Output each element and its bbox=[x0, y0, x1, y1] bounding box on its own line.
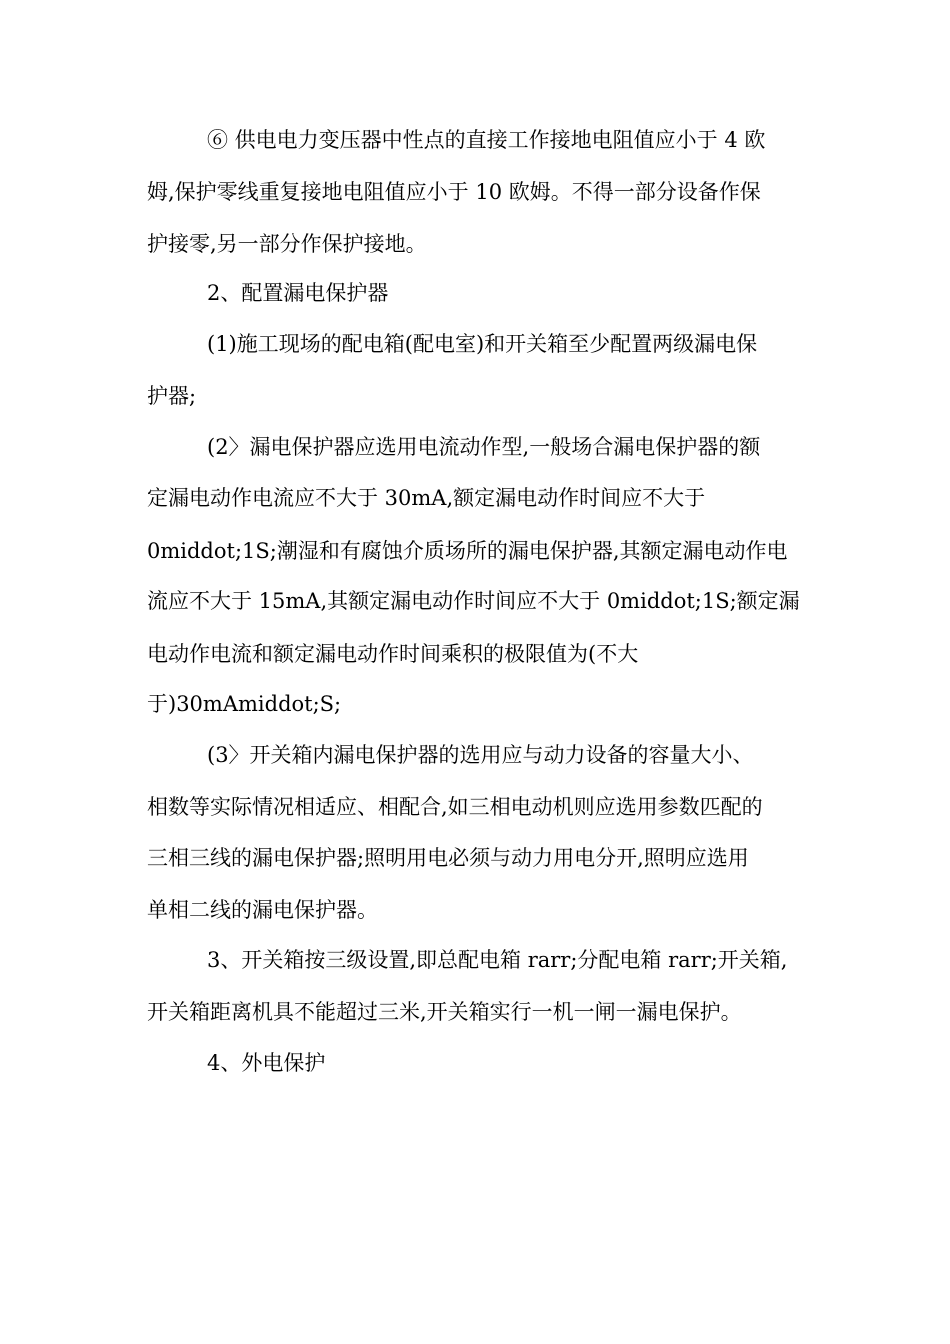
text-line: 单相二线的漏电保护器。 bbox=[147, 898, 378, 922]
text-line: 流应不大于 15mA,其额定漏电动作时间应不大于 0middot;1S;额定漏 bbox=[147, 589, 800, 613]
text-line: 于)30mAmiddot;S; bbox=[147, 692, 342, 716]
text-line: 电动作电流和额定漏电动作时间乘积的极限值为(不大 bbox=[147, 642, 639, 666]
text-line: (2〉漏电保护器应选用电流动作型,一般场合漏电保护器的额 bbox=[207, 435, 761, 459]
text-line: 护接零,另一部分作保护接地。 bbox=[147, 232, 427, 256]
text-line: ⑥ 供电电力变压器中性点的直接工作接地电阻值应小于 4 欧 bbox=[207, 128, 766, 152]
text-line: 三相三线的漏电保护器;照明用电必须与动力用电分开,照明应选用 bbox=[147, 846, 749, 870]
text-line: 姆,保护零线重复接地电阻值应小于 10 欧姆。不得一部分设备作保 bbox=[147, 180, 761, 204]
text-line: 相数等实际情况相适应、相配合,如三相电动机则应选用参数匹配的 bbox=[147, 795, 763, 819]
section-heading: 2、配置漏电保护器 bbox=[207, 281, 389, 305]
text-line: 开关箱距离机具不能超过三米,开关箱实行一机一闸一漏电保护。 bbox=[147, 1000, 742, 1024]
text-line: 定漏电动作电流应不大于 30mA,额定漏电动作时间应不大于 bbox=[147, 486, 706, 510]
text-line: 3、开关箱按三级设置,即总配电箱 rarr;分配电箱 rarr;开关箱, bbox=[207, 948, 788, 972]
text-line: 0middot;1S;潮湿和有腐蚀介质场所的漏电保护器,其额定漏电动作电 bbox=[147, 539, 788, 563]
text-line: (3〉开关箱内漏电保护器的选用应与动力设备的容量大小、 bbox=[207, 743, 754, 767]
text-line: (1)施工现场的配电箱(配电室)和开关箱至少配置两级漏电保 bbox=[207, 332, 758, 356]
text-line: 护器; bbox=[147, 384, 197, 408]
section-heading: 4、外电保护 bbox=[207, 1051, 326, 1075]
